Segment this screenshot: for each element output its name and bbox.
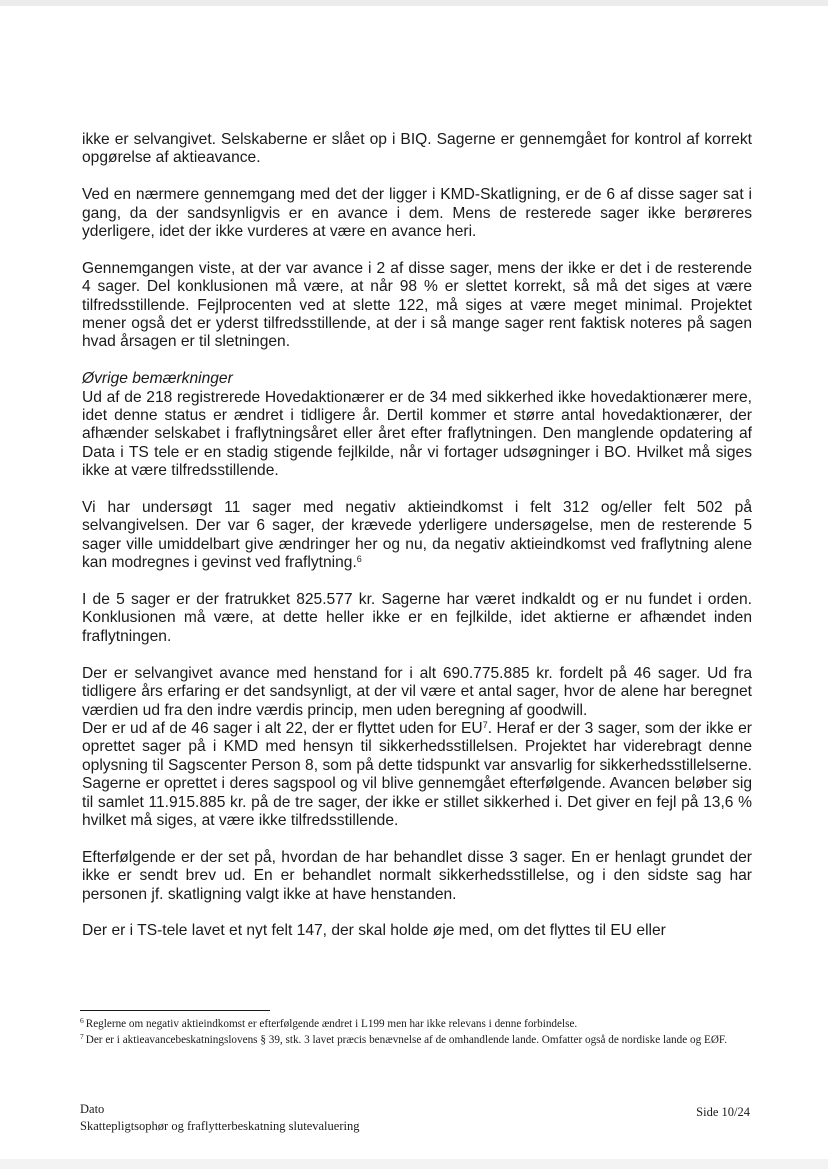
paragraph xyxy=(82,499,752,573)
footnote-text: Reglerne om negativ aktieindkomst er efterfølgende ændret i L199 men har ikke relevans i denne forbindelse. xyxy=(85,1018,578,1030)
footnote-divider xyxy=(80,1010,270,1011)
footer-left xyxy=(80,1101,359,1135)
paragraph: Der er selvangivet avance med henstand for i alt 690.775.885 kr. fordelt på 46 sager. Ud fra tidligere års erfaring er det sandsynligt, at der vil være et antal sager, hvor de alene har beregnet værdien ud fra den indre værdis princip, men uden beregning af goodwill. xyxy=(82,664,752,719)
paragraph-text: . Heraf er der 3 sager, som der ikke er oprettet sager på i KMD med hensyn til sikkerhedsstillelsen. Projektet har viderebragt denne oplysning til Sagscenter Person 8, som på dette tidspunkt var ansvarlig for sikkerhedsstillelserne. Sagerne er oprettet i deres sagspool og vil blive gennemgået efterfølgende. Avancen beløber sig til samlet 11.915.885 kr. på de tre sager, der ikke er stillet sikkerhed i. Det giver en fejl på 13,6 % hvilket må siges, at være ikke tilfredsstillende. xyxy=(82,719,753,829)
footnote-number: 7 xyxy=(80,1031,84,1041)
paragraph-text: Vi har undersøgt 11 sager med negativ aktieindkomst i felt 312 og/eller felt 502 på selvangivelsen. Der var 6 sager, der krævede yderligere undersøgelse, men de resterende 5 sager ville umiddelbart give ændringer her og nu, da negativ aktieindkomst ved fraflytning alene kan modregnes i gevinst ved fraflytning. xyxy=(82,499,752,572)
paragraph-text: Der er ud af de 46 sager i alt 22, der er flyttet uden for EU xyxy=(82,719,483,737)
footer-document-title: Skattepligtsophør og fraflytterbeskatning slutevaluering xyxy=(80,1119,360,1133)
footnote-ref: 6 xyxy=(356,554,362,565)
page-number: Side 10/24 xyxy=(696,1105,750,1119)
footnote-text: Der er i aktieavancebeskatningslovens § 39, stk. 3 lavet præcis benævnelse af de omhandlende lande. Omfatter også de nordiske lande og EØF. xyxy=(85,1033,728,1046)
paragraph: Der er i TS-tele lavet et nyt felt 147, der skal holde øje med, om det flyttes til EU eller xyxy=(82,922,666,940)
footnote xyxy=(80,1017,750,1032)
paragraph: ikke er selvangivet. Selskaberne er slået op i BIQ. Sagerne er gennemgået for kontrol af korrekt opgørelse af aktieavance. xyxy=(82,131,752,167)
paragraph: Gennemgangen viste, at der var avance i 2 af disse sager, mens der ikke er det i de resterende 4 sager. Del konklusionen må være, at når 98 % er slettet korrekt, så må det siges at være tilfredsstillende. Fejlprocenten ved at slette 122, må siges at være meget minimal. Projektet mener også det er yderst tilfredsstillende, at der i så mange sager rent faktisk noteres på sagen hvad årsagen er til sletningen. xyxy=(82,259,752,351)
footnote-number: 6 xyxy=(80,1016,84,1025)
scan-bottom-edge xyxy=(0,1159,828,1169)
paragraph: I de 5 sager er der fratrukket 825.577 kr. Sagerne har været indkaldt og er nu fundet i orden. Konklusionen må være, at dette heller ikke er en fejlkilde, idet aktierne er afhændet inden fraflytningen. xyxy=(82,591,752,645)
scan-top-edge xyxy=(0,0,828,6)
paragraph: Efterfølgende er der set på, hvordan de har behandlet disse 3 sager. En er henlagt grundet der ikke er sendt brev ud. En er behandlet normalt sikkerhedsstillelse, og i den sidste sag har personen jf. skatligning valgt ikke at have henstanden. xyxy=(82,848,752,903)
footer-date-label: Dato xyxy=(80,1102,105,1116)
footnotes xyxy=(80,1017,750,1048)
footnote-ref: 7 xyxy=(482,719,488,730)
paragraph: Ved en nærmere gennemgang med det der ligger i KMD-Skatligning, er de 6 af disse sager sat i gang, da der sandsynligvis er en avance i dem. Mens de resterede sager ikke berøreres yderligere, idet der ikke vurderes at være en avance heri. xyxy=(82,186,752,241)
footnote xyxy=(80,1033,750,1048)
paragraph: Ud af de 218 registrerede Hovedaktionærer er de 34 med sikkerhed ikke hovedaktionærer mere, idet denne status er ændret i tidligere år. Dertil kommer et større antal hovedaktionærer, der afhænder selskabet i fraflytningsåret eller året efter fraflytningen. Den manglende opdatering af Data i TS tele er en stadig stigende fejlkilde, når vi fortager udsøgninger i BO. Hvilket må siges ikke at være tilfredsstillende. xyxy=(82,388,752,480)
section-heading: Øvrige bemærkninger xyxy=(82,370,233,388)
page-body xyxy=(82,131,752,959)
paragraph xyxy=(82,720,752,830)
